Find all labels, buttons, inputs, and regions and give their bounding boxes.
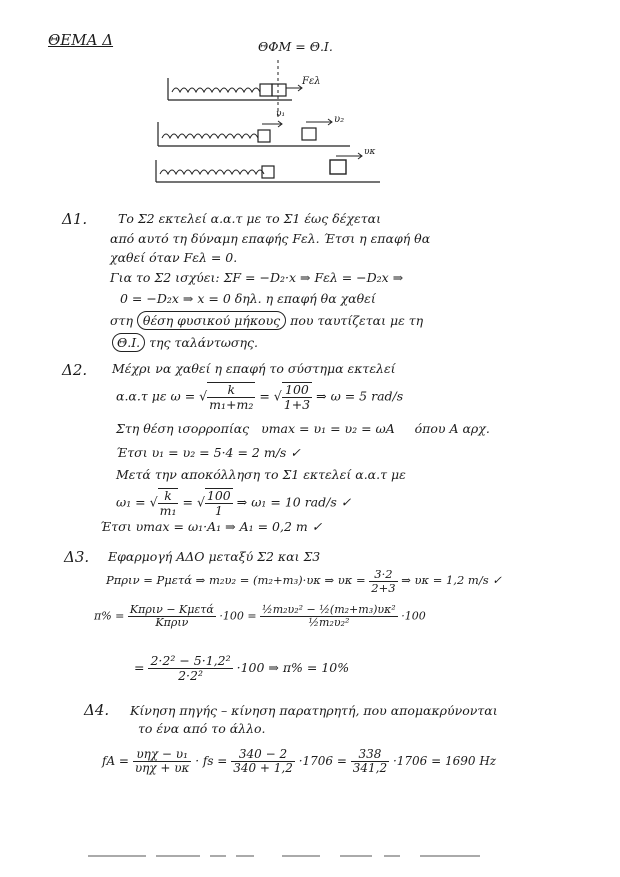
d2-line5: Μετά την αποκόλληση το Σ1 εκτελεί α.α.τ με (116, 467, 406, 482)
d3-line2-a: Pπριν = Pμετά ⇒ m₂υ₂ = (m₂+m₃)·υκ ⇒ υκ = (106, 573, 366, 588)
d1-line3: χαθεί όταν Fελ = 0. (110, 250, 238, 265)
d3-frac2-den: Kπριν (155, 616, 189, 630)
d4-frac3-den: 341,2 (352, 761, 388, 776)
d4-line2: το ένα από το άλλο. (138, 721, 266, 736)
d4-frac2-num: 340 − 2 (231, 748, 295, 762)
d2-line2-a: α.α.τ με ω = (116, 388, 196, 404)
d2-line7: Έτσι υmax = ω₁·A₁ ⇒ A₁ = 0,2 m ✓ (100, 519, 323, 534)
d3-frac2-num: Kπριν − Kμετά (129, 603, 214, 616)
d2-root1-den: m₁+m₂ (209, 396, 254, 412)
d1-line7-b: της ταλάντωσης. (149, 335, 258, 350)
d2-root1: √ $\frac{k}{\text{m₁+m₂}}$ (199, 382, 254, 412)
d2-line1: Μέχρι να χαθεί η επαφή το σύστημα εκτελεί (112, 361, 396, 376)
d3-label: Δ3. (64, 548, 90, 566)
velocity-label-1: υ₂ (334, 114, 345, 125)
d2-line6-b: = (182, 494, 193, 510)
d1-line2: από αυτό τη δύναμη επαφής Fελ. Έτσι η επαφή θα (110, 231, 431, 246)
d2-line3-a: Στη θέση ισορροπίας (116, 421, 250, 436)
d3-line4-a: = (134, 659, 145, 675)
d3-line3-c: ·100 (401, 609, 426, 623)
d2-root3: √ $\frac{k}{\text{m₁}}$ (149, 488, 177, 518)
d3-frac3-den: ½m₂υ₂² (308, 616, 350, 630)
d4-frac-den: υηχ + υκ (134, 761, 190, 776)
d4-label: Δ4. (84, 701, 110, 719)
d1-line5: 0 = −D₂x ⇒ x = 0 δηλ. η επαφή θα χαθεί (120, 291, 376, 306)
d3-frac-num: 3·2 (369, 568, 397, 582)
d2-root2: √ $\frac{100}{1+3}$ (273, 382, 311, 412)
d2-root1-num: k (207, 383, 255, 398)
d4-line3-d: ·1706 = 1690 Hz (392, 754, 497, 769)
equilibrium-note: ΘΦΜ = Θ.Ι. (258, 39, 333, 54)
d2-line2-b: = (259, 388, 270, 404)
d2-root2-num: 100 (282, 383, 312, 398)
d2-line3-b: υmax = υ₁ = υ₂ = ωA (261, 421, 395, 436)
d3-line2-b: ⇒ υκ = 1,2 m/s ✓ (401, 573, 502, 588)
d2-line6-a: ω₁ = (116, 494, 146, 510)
d2-root3-den: m₁ (159, 502, 177, 518)
d3-frac4-num: 2·2² − 5·1,2² (150, 653, 231, 668)
velocity-label-3: υκ (364, 147, 376, 157)
d2-root4-num: 100 (206, 488, 231, 503)
d2-line2-c: ⇒ ω = 5 rad/s (316, 388, 404, 404)
d1-label: Δ1. (62, 210, 88, 228)
d4-frac3-num: 338 (351, 748, 389, 762)
d3-frac4-den: 2·2² (178, 667, 203, 683)
d2-label: Δ2. (62, 361, 88, 379)
d4-line3-a: fΑ = (102, 754, 129, 769)
d2-line6-c: ⇒ ω₁ = 10 rad/s ✓ (236, 494, 352, 510)
d2-root3-num: k (158, 489, 179, 504)
d3-frac3-num: ½m₂υ₂² − ½(m₂+m₃)υκ² (262, 603, 396, 616)
d2-root2-den: 1+3 (283, 396, 311, 412)
d1-line6-b: που ταυτίζεται με τη (290, 313, 424, 328)
d1-line4: Για το Σ2 ισχύει: ΣF = −D₂·x ⇒ Fελ = −D₂x ⇒ (110, 270, 404, 285)
d4-line3-b: · fs = (195, 754, 228, 769)
d4-line3-c: ·1706 = (298, 754, 347, 769)
velocity-label-2: υ₁ (276, 109, 286, 119)
d2-line4: Έτσι υ₁ = υ₂ = 5·4 = 2 m/s ✓ (116, 445, 301, 460)
d3-line1: Εφαρμογή ΑΔΟ μεταξύ Σ2 και Σ3 (108, 549, 321, 564)
d4-frac2-den: 340 + 1,2 (233, 761, 293, 776)
force-label: Fελ (302, 76, 321, 87)
d1-line6-a: στη (110, 313, 133, 328)
page-title: ΘΕΜΑ Δ (48, 31, 114, 49)
d3-line3-b: ·100 = (219, 609, 257, 623)
d1-circled-1: θέση φυσικού μήκους (137, 311, 286, 330)
d1-line1: Το Σ2 εκτελεί α.α.τ με το Σ1 έως δέχεται (118, 211, 381, 226)
d3-line4-b: ·100 ⇒ π% = 10% (236, 659, 350, 675)
d2-root4-den: 1 (214, 502, 223, 518)
d4-frac-num: υηχ − υ₁ (133, 748, 192, 762)
d2-root4: √ $\frac{100}{1}$ (196, 488, 231, 518)
d4-line1: Κίνηση πηγής – κίνηση παρατηρητή, που απομακρύνονται (130, 703, 498, 718)
d3-line3-a: π% = (94, 609, 125, 623)
d2-line3-c: όπου Α αρχ. (414, 421, 490, 436)
d3-frac-den: 2+3 (371, 580, 396, 595)
d1-circled-2: Θ.Ι. (112, 333, 145, 352)
